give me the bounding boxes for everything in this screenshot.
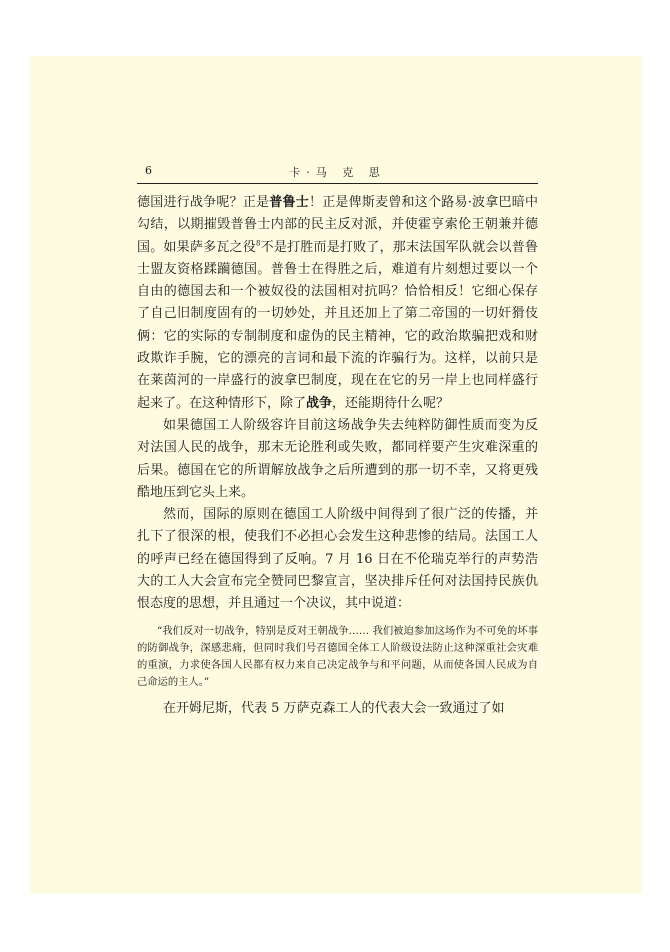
page-number: 6 <box>145 164 152 177</box>
body-text <box>137 192 538 720</box>
paragraph-2: 如果德国工人阶级容许目前这场战争失去纯粹防御性质而变为反对法国人民的战争，那末无论胜利或失败，都同样要产生灾难深重的后果。德国在它的所谓解放战争之后所遭到的那一切不幸，又将更残酷地压到它头上来。 <box>137 417 538 500</box>
paragraph-1-text-d: ，还能期待什么呢？ <box>332 395 450 411</box>
paragraph-1-text-b: ！正是俾斯麦曾和这个路易·波拿巴暗中勾结，以期摧毁普鲁士内部的民主反对派，并使霍亨索伦王朝兼并德国。如果萨多瓦之役 <box>137 195 538 255</box>
emphasis-war: 战争 <box>306 395 333 411</box>
paragraph-1-text-c: 不是打胜而是打败了，那末法国军队就会以普鲁士盟友资格蹂躏德国。普鲁士在得胜之后，难道有片刻想过要以一个自由的德国去和一个被奴役的法国相对抗吗？恰恰相反！它细心保存了自己旧制度固有的一切妙处，并且还加上了第二帝国的一切奸猾伎俩：它的实际的专制制度和虚伪的民主精神，它的政治欺骗把戏和财政欺诈手腕，它的漂亮的言词和最下流的诈骗行为。这样，以前只是在莱茵河的一岸盛行的波拿巴制度，现在在它的另一岸上也同样盛行起来了。在这种情形下，除了 <box>137 239 538 411</box>
paragraph-3: 然而，国际的原则在德国工人阶级中间得到了很广泛的传播，并扎下了很深的根，使我们不必担心会发生这种悲惨的结局。法国工人的呼声已经在德国得到了反响。7 月 16 日在不伦瑞克举行的声势浩大的工人大会宣布完全赞同巴黎宣言，坚决排斥任何对法国持民族仇恨态度的思想，并且通过一个决议，其中说道： <box>137 507 538 612</box>
footnote-marker: 8 <box>255 239 261 248</box>
running-title: 卡·马 克 思 <box>289 166 386 179</box>
quote-text: “我们反对一切战争，特别是反对王朝战争…… 我们被迫参加这场作为不可免的坏事的防御战争，深感悲痛，但同时我们号召德国全体工人阶级设法防止这种深重社会灾难的重演，力求使各国人民都有权力来自己决定战争与和平问题，从而使各国人民成为自己命运的主人。” <box>137 624 538 688</box>
paragraph-4: 在开姆尼斯，代表 5 万萨克森工人的代表大会一致通过了如 <box>163 700 505 716</box>
emphasis-prussia: 普鲁士 <box>269 195 309 210</box>
paragraph-1-text-a: 德国进行战争呢？正是 <box>137 195 270 210</box>
block-quote <box>137 623 538 691</box>
page-header <box>137 161 538 184</box>
paragraph-1 <box>137 192 538 415</box>
